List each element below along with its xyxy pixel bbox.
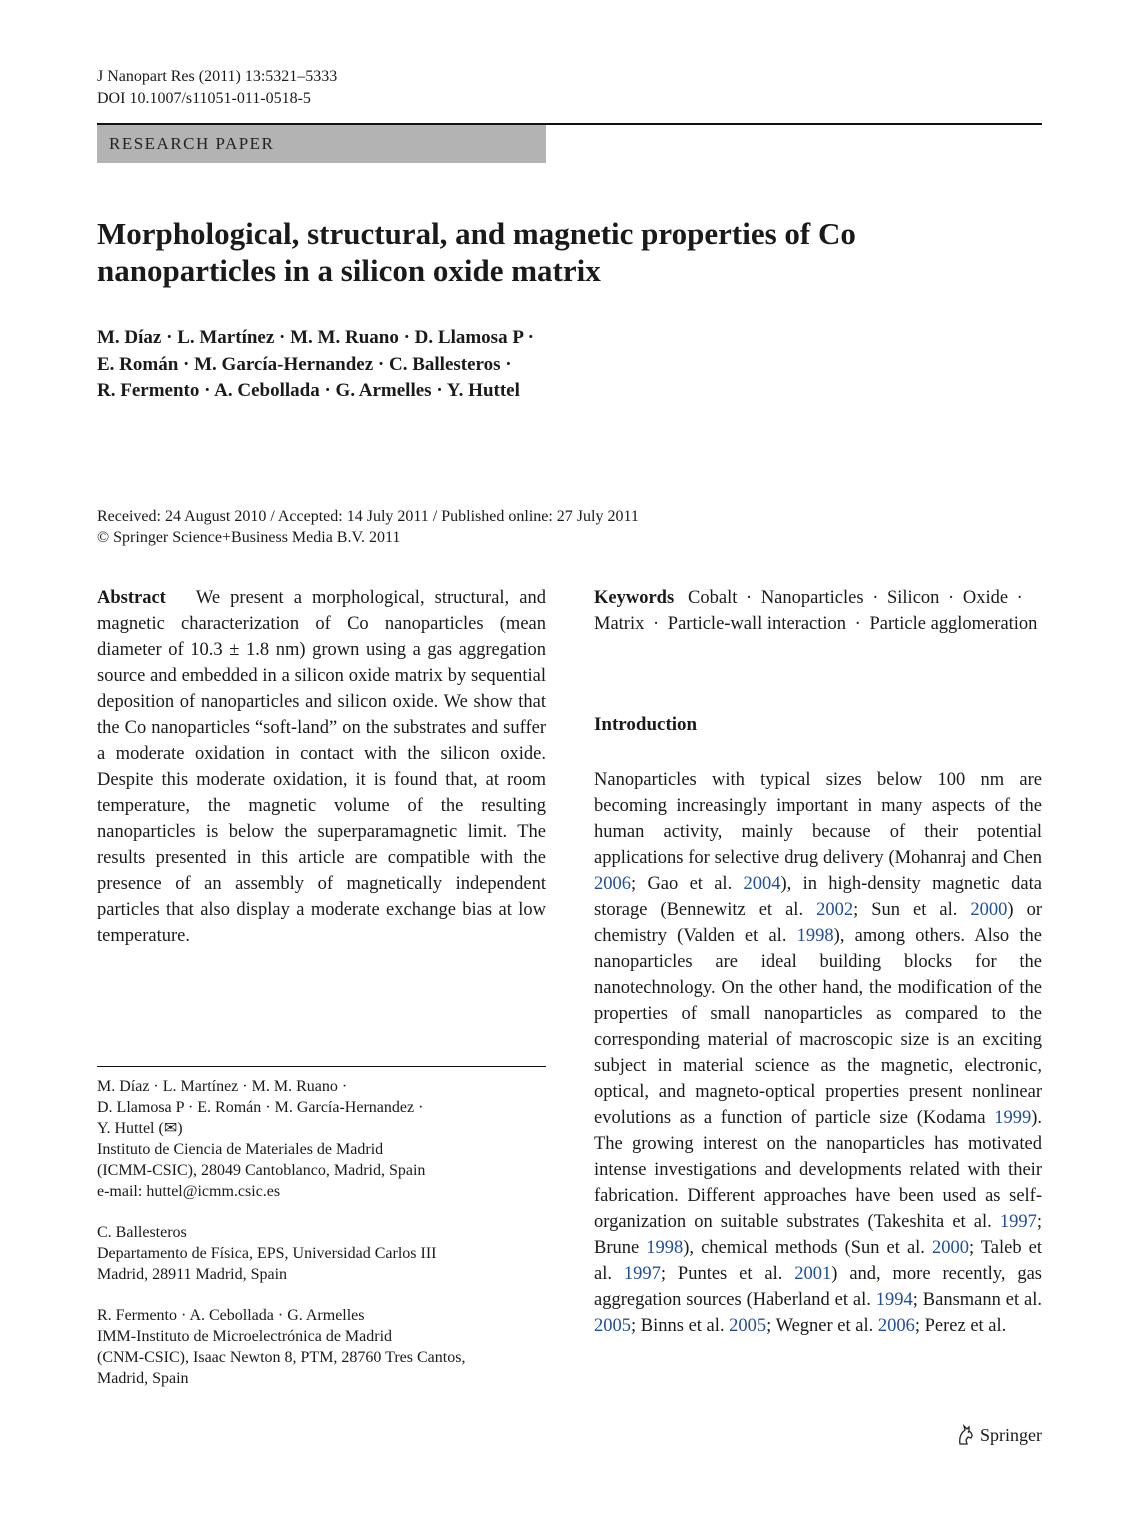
body-text: ), among others. Also the nanoparticles are ideal building blocks for the nanotechnology. On the other hand, the modification of the properties of small nanoparticles as compared to the corresponding material of macroscopic size is an exciting subject in material science as the magnetic, electronic, optical, and magneto-optical properties present nonlinear evolutions as a function of particle size (Kodama	[594, 926, 1042, 1128]
citation-link[interactable]: 2000	[970, 900, 1008, 920]
body-text: ; Perez et al.	[914, 1316, 1007, 1336]
title-line: Morphological, structural, and magnetic properties of Co	[97, 216, 856, 251]
body-text: ; Sun et al.	[853, 900, 971, 920]
keyword-separator: ·	[746, 588, 753, 608]
citation-link[interactable]: 1998	[646, 1238, 684, 1258]
affiliation-line: C. Ballesteros	[97, 1224, 187, 1241]
section-banner	[97, 125, 546, 163]
affiliation-line: (ICMM-CSIC), 28049 Cantoblanco, Madrid, Spain	[97, 1162, 426, 1179]
affiliation-line: R. Fermento · A. Cebollada · G. Armelles	[97, 1307, 365, 1324]
copyright-line: © Springer Science+Business Media B.V. 2011	[97, 529, 401, 546]
keywords-label: Keywords	[594, 588, 675, 608]
keyword-separator: ·	[854, 614, 861, 634]
citation-link[interactable]: 1997	[623, 1264, 661, 1284]
publication-dates	[97, 506, 639, 548]
footnote-rule	[97, 1066, 546, 1067]
body-text: ; Puntes et al.	[660, 1264, 795, 1284]
title-line: nanoparticles in a silicon oxide matrix	[97, 253, 601, 288]
author-line: M. Díaz · L. Martínez · M. M. Ruano · D. Llamosa P ·	[97, 327, 534, 348]
citation-link[interactable]: 2004	[743, 874, 781, 894]
abstract	[97, 585, 546, 949]
publisher-name: Springer	[980, 1424, 1042, 1445]
keyword: Nanoparticles	[760, 588, 864, 608]
affiliation-line: M. Díaz · L. Martínez · M. M. Ruano ·	[97, 1078, 348, 1095]
affiliation-line: (CNM-CSIC), Isaac Newton 8, PTM, 28760 Tres Cantos,	[97, 1349, 466, 1366]
citation-link[interactable]: 2005	[594, 1316, 631, 1336]
keyword-separator: ·	[1016, 588, 1023, 608]
keyword: Matrix	[594, 614, 645, 634]
citation-link[interactable]: 1997	[999, 1212, 1037, 1232]
introduction-body	[594, 767, 1042, 1339]
keyword: Cobalt	[688, 588, 738, 608]
affiliation-line: Departamento de Física, EPS, Universidad Carlos III	[97, 1245, 437, 1262]
abstract-text: We present a morphological, structural, and magnetic characterization of Co nanoparticles (mean diameter of 10.3 ± 1.8 nm) grown using a gas aggregation source and embedded in a silicon oxide matrix by sequential deposition of nanoparticles and silicon oxide. We show that the Co nanoparticles “soft-land” on the substrates and suffer a moderate oxidation in contact with the silicon oxide. Despite this moderate oxidation, it is found that, at room temperature, the magnetic volume of the resulting nanoparticles is below the superparamagnetic limit. The results presented in this article are compatible with the presence of an assembly of magnetically independent particles that also display a moderate exchange bias at low temperature.	[97, 588, 547, 946]
affiliation-block	[97, 1222, 546, 1285]
affiliation-line: Madrid, 28911 Madrid, Spain	[97, 1266, 288, 1283]
body-text: ; Brune	[594, 1212, 1042, 1258]
citation-link[interactable]: 1999	[994, 1108, 1032, 1128]
section-label: RESEARCH PAPER	[109, 134, 275, 153]
affiliation-block	[97, 1076, 546, 1202]
affiliation-line: D. Llamosa P · E. Román · M. García-Hernandez ·	[97, 1099, 424, 1116]
affiliation-line: Madrid, Spain	[97, 1370, 189, 1387]
keyword: Particle agglomeration	[869, 614, 1038, 634]
doi-line: DOI 10.1007/s11051-011-0518-5	[97, 90, 311, 107]
affiliation-line: Y. Huttel (✉)	[97, 1120, 183, 1137]
author-line: R. Fermento · A. Cebollada · G. Armelles · Y. Huttel	[97, 380, 520, 401]
citation-link[interactable]: 1994	[875, 1290, 913, 1310]
keywords	[594, 585, 1042, 637]
body-text: ; Gao et al.	[631, 874, 744, 894]
citation-link[interactable]: 2006	[594, 874, 631, 894]
body-text: ; Binns et al.	[631, 1316, 730, 1336]
keyword: Particle-wall interaction	[667, 614, 847, 634]
abstract-label: Abstract	[97, 588, 166, 608]
affiliation-block	[97, 1305, 546, 1389]
body-text: ), in high-density magnetic data storage (Bennewitz et al.	[594, 874, 1042, 920]
author-list	[97, 325, 797, 405]
keyword: Silicon	[886, 588, 940, 608]
citation-link[interactable]: 2002	[816, 900, 854, 920]
body-text: ) and, more recently, gas aggregation sources (Haberland et al.	[594, 1264, 1043, 1310]
date-history: Received: 24 August 2010 / Accepted: 14 July 2011 / Published online: 27 July 2011	[97, 508, 639, 525]
citation-link[interactable]: 2000	[931, 1238, 969, 1258]
body-text: ). The growing interest on the nanoparticles has motivated intense investigations and developments related with their fabrication. Different approaches have been used as self-organization on suitable substrates (Takeshita et al.	[594, 1108, 1042, 1232]
citation-link[interactable]: 2005	[729, 1316, 767, 1336]
paper-title	[97, 215, 997, 289]
springer-horse-icon	[956, 1424, 976, 1446]
affiliation-line: IMM-Instituto de Microelectrónica de Madrid	[97, 1328, 393, 1345]
body-text: ), chemical methods (Sun et al.	[683, 1238, 932, 1258]
publisher-logo	[956, 1424, 1042, 1446]
keyword-separator: ·	[652, 614, 660, 634]
author-line: E. Román · M. García-Hernandez · C. Ballesteros ·	[97, 353, 512, 375]
body-text: Nanoparticles with typical sizes below 100 nm are becoming increasingly important in many aspects of the human activity, mainly because of their potential applications for selective drug delivery (Mohanraj and Chen	[594, 770, 1042, 868]
keyword: Oxide	[962, 588, 1009, 608]
citation-link[interactable]: 1998	[796, 926, 834, 946]
affiliation-line: e-mail: huttel@icmm.csic.es	[97, 1183, 281, 1200]
body-text: ; Bansmann et al.	[912, 1290, 1042, 1310]
journal-header	[97, 66, 337, 110]
citation-link[interactable]: 2001	[794, 1264, 832, 1284]
journal-citation: J Nanopart Res (2011) 13:5321–5333	[97, 68, 338, 85]
section-heading-introduction: Introduction	[594, 714, 698, 735]
body-text: ) or chemistry (Valden et al.	[594, 900, 1042, 946]
citation-link[interactable]: 2006	[877, 1316, 915, 1336]
affiliation-line: Instituto de Ciencia de Materiales de Madrid	[97, 1141, 384, 1158]
keyword-separator: ·	[872, 588, 879, 608]
keyword-separator: ·	[948, 588, 955, 608]
body-text: ; Taleb et al.	[594, 1238, 1042, 1284]
body-text: ; Wegner et al.	[766, 1316, 878, 1336]
